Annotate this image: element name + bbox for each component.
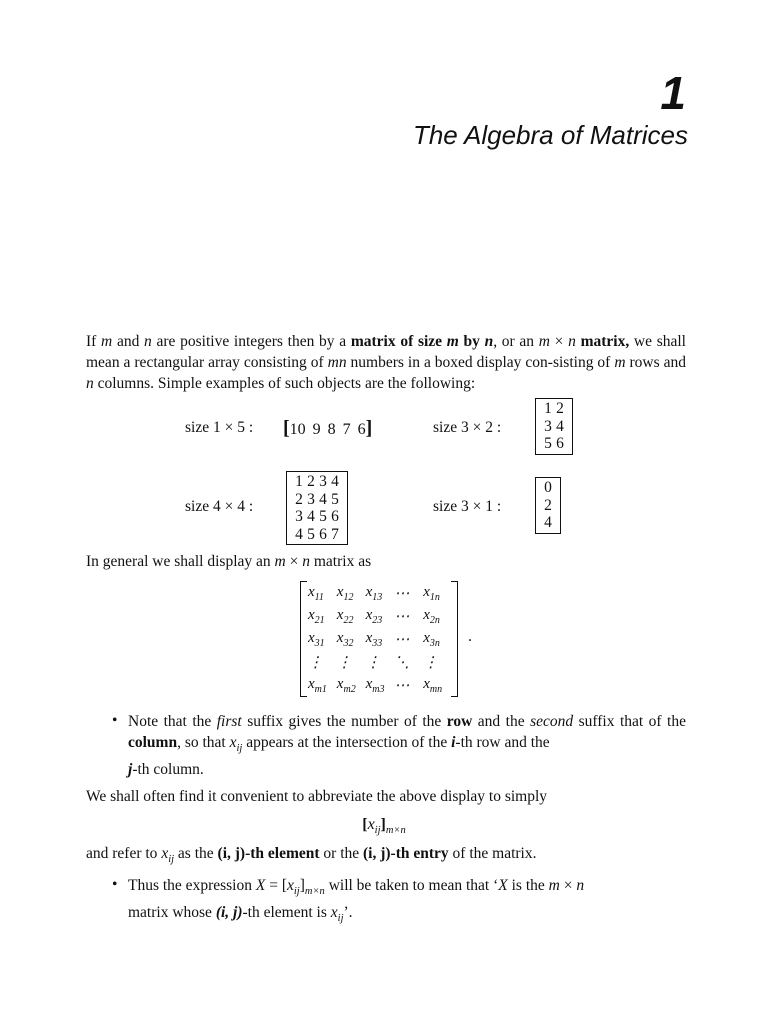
general-matrix-entry: ⋮ <box>423 655 439 671</box>
example-3x1-label: size 3 × 1 : <box>433 498 502 515</box>
example-4x4-cell: 4 <box>307 508 315 525</box>
example-4x4-cell: 2 <box>307 473 315 490</box>
example-1x5-label: size 1 × 5 : <box>185 419 254 436</box>
bullet-1: • <box>112 712 118 729</box>
example-3x2-cell: 5 <box>544 435 552 452</box>
example-4x4-cell: 1 <box>295 473 303 490</box>
general-matrix-entry: $x_{12}$ <box>336 584 354 603</box>
chapter-title: The Algebra of Matrices <box>412 120 688 150</box>
chapter-number: 1 <box>660 67 686 119</box>
general-matrix-entry: $x_{11}$ <box>308 584 324 603</box>
general-matrix-entry: $x_{1n}$ <box>423 584 440 603</box>
note-first-suffix: Note that the first suffix gives the number of the row and the second suffix that of the column, so that $x_{ij}$ appears at the intersection of the i-th row and the j-th column. <box>128 713 686 779</box>
general-matrix-row <box>308 651 452 674</box>
example-3x2-cell: 3 <box>544 417 552 435</box>
example-3x2-row <box>542 400 566 418</box>
note-expression-meaning: Thus the expression $X = [x_{ij}]_{m\times n}$ will be taken to mean that ‘X is the m × n matrix whose (i, j)-th element is $x_{ij}$’. <box>128 877 585 925</box>
example-3x2-matrix <box>535 398 573 455</box>
example-4x4-matrix <box>286 471 348 545</box>
example-4x4-cell: 5 <box>307 525 315 543</box>
example-4x4-cell: 7 <box>331 525 339 543</box>
example-4x4-cell: 5 <box>331 490 339 508</box>
example-3x2-cell: 6 <box>556 435 564 452</box>
general-matrix-row <box>308 605 452 628</box>
general-matrix-entry: $x_{m1}$ <box>308 676 327 695</box>
abbrev-text: We shall often find it convenient to abbreviate the above display to simply <box>86 788 548 805</box>
matrix-period: . <box>468 628 472 645</box>
general-matrix-entry: ⋮ <box>365 655 381 671</box>
example-3x1-row <box>542 497 554 515</box>
example-4x4-row <box>293 508 341 526</box>
example-4x4-cell: 4 <box>295 525 303 543</box>
example-3x1-cell: 4 <box>544 514 552 531</box>
general-matrix-entry: $x_{32}$ <box>336 630 354 649</box>
general-matrix-entry: $x_{21}$ <box>308 607 325 626</box>
example-4x4-row <box>293 473 341 491</box>
example-4x4-row <box>293 526 341 544</box>
general-matrix-entry: $x_{m3}$ <box>365 676 385 695</box>
general-matrix-entry: $x_{2n}$ <box>423 607 440 626</box>
bullet-2: • <box>112 876 118 893</box>
general-matrix-entry: $x_{22}$ <box>336 607 354 626</box>
general-matrix-entry: ⋯ <box>394 632 410 648</box>
general-matrix-entry: $x_{33}$ <box>365 630 383 649</box>
example-3x2-cell: 1 <box>544 400 552 417</box>
example-3x2-label: size 3 × 2 : <box>433 419 502 436</box>
example-3x2-cell: 4 <box>556 417 564 435</box>
example-4x4-cell: 6 <box>319 525 327 543</box>
example-3x1-row <box>542 479 554 497</box>
example-3x1-matrix <box>535 477 561 534</box>
example-4x4-label: size 4 × 4 : <box>185 498 254 515</box>
general-matrix-entry: $x_{31}$ <box>308 630 325 649</box>
general-matrix-entry: ⋮ <box>336 655 352 671</box>
general-matrix-entry: ⋯ <box>394 609 410 625</box>
example-3x1-row <box>542 514 554 532</box>
example-4x4-cell: 4 <box>319 490 327 508</box>
general-matrix-entry: ⋯ <box>394 678 410 694</box>
general-matrix-entry: $x_{13}$ <box>365 584 383 603</box>
example-3x2-row <box>542 418 566 436</box>
general-matrix-row <box>308 628 452 651</box>
general-matrix-entry: $x_{mn}$ <box>423 676 443 695</box>
example-4x4-cell: 2 <box>295 490 303 508</box>
intro-paragraph: If m and n are positive integers then by a matrix of size m by n, or an m × n matrix, we shall mean a rectangular array consisting of mn numbers in a boxed display con-sisting of m rows and n columns. Simple examples of such objects are the following: <box>86 333 686 392</box>
example-3x1-cell: 2 <box>544 496 552 514</box>
general-matrix-row <box>308 582 452 605</box>
example-4x4-cell: 6 <box>331 508 339 525</box>
general-matrix-entry: ⋮ <box>308 655 323 671</box>
example-4x4-cell: 3 <box>307 490 315 508</box>
general-mxn-matrix <box>300 581 458 697</box>
general-display-text: In general we shall display an m × n matrix as <box>86 553 372 570</box>
general-matrix-entry: $x_{3n}$ <box>423 630 440 649</box>
example-3x1-cell: 0 <box>544 479 552 496</box>
general-matrix-entry: ⋯ <box>394 586 410 602</box>
abbrev-expression: $[x_{ij}]_{m\times n}$ <box>362 816 406 837</box>
example-4x4-cell: 5 <box>319 508 327 525</box>
refer-entry-text: and refer to $x_{ij}$ as the (i, j)-th element or the (i, j)-th entry of the matrix. <box>86 845 537 866</box>
general-matrix-entry: $x_{m2}$ <box>336 676 356 695</box>
example-1x5-matrix: [10 9 8 7 6] <box>283 417 373 439</box>
example-3x2-cell: 2 <box>556 400 564 417</box>
general-matrix-entry: ⋱ <box>394 655 410 671</box>
general-matrix-entry: $x_{23}$ <box>365 607 383 626</box>
example-4x4-row <box>293 491 341 509</box>
general-matrix-row <box>308 674 452 697</box>
example-4x4-cell: 3 <box>295 508 303 525</box>
example-4x4-cell: 3 <box>319 473 327 490</box>
example-4x4-cell: 4 <box>331 473 339 490</box>
example-3x2-row <box>542 435 566 453</box>
